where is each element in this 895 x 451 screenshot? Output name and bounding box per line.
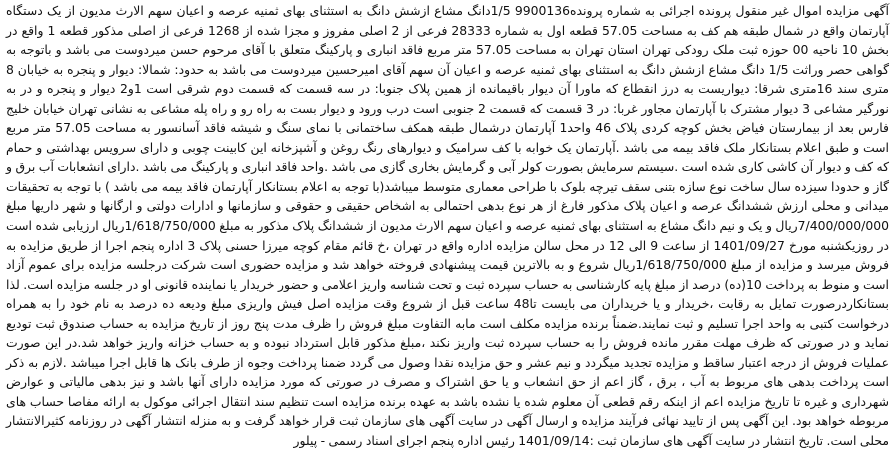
auction-notice-text: آگهی مزایده اموال غیر منقول پرونده اجرائی به شماره پرونده9900136 1/5دانگ مشاع ازشش دانگ به استثنای بهای ثمنیه عرصه و اعیان سهم الارث مدیون از یک دستگاه آپارتمان واقع در شمال طبقه هم کف به مساحت 57.05 قطعه اول به شماره 28333 فرعی از 2 اصلی مفروز و مجزا شده از 1268 فرعی از اصلی مذکور قطعه 1 واقع در بخش 10 ناحیه 00 حوزه ثبت ملک رودکی تهران استان تهران به مساحت 57.05 متر مربع فاقد انباری و پارکینگ متعلق با آقای مرحوم حسن میردوست می باشد و باتوجه به گواهی حصر وراثت 1/5 دانگ مشاع ازشش دانگ به استثنای بهای ثمنیه عرصه و اعیان آن سهم آقای امیرحسین میردوست می باشد به حدود: شمالا: دیوار و پنجره به خیابان 8 متری سند 16متری شرقا: دیواریست به درز انقطاع که ماورا آن دیوار باقیمانده از همین پلاک جنوبا: در سه قسمت که قسمت دوم شرقی است 1و2 دیوار و پنجره و در به نورگیر مشاعی 3 دیوار مشترک با آپارتمان مجاور غربا: در 3 قسمت که قسمت 2 جنوبی است درب ورود و دیوار بست به راه رو و راه پله مشاعی به نشانی تهران خیابان خلیج فارس بعد از بیمارستان فیاض بخش کوچه کردی پلاک 46 واحد1 آپارتمان درشمال طبقه همکف ساختمانی با نمای سنگ و شیشه فاقد آسانسور به مساحت 57.05 متر مربع است و طبق اعلام بستانکار ملک فاقد بیمه می باشد .آپارتمان یک خوابه با کف سرامیک و دیوارهای رنگ روغن و آشپزخانه این کابینت چوبی و دارای سرویس بهداشتی و حمام که کف و دیوار آن کاشی کاری شده است .سیستم سرمایش بصورت کولر آبی و گرمایش بخاری گازی می باشد .واحد فاقد انباری و پارکینگ می باشد .دارای انشعابات آب برق و گاز و حدودا سیزده سال ساخت نوع سازه بتنی سقف تیرچه بلوک با طراحی معماری متوسط میباشد(با توجه به اعلام بستانکار آپارتمان فاقد بیمه می باشد ) با توجه به تحقیقات میدانی و محلی ارزش ششدانگ عرصه و اعیان پلاک مذکور فارغ از هر نوع بدهی احتمالی به اشخاص حقیقی و حقوقی و سازمانها و ادارات دولتی و ارگانها و شهر داریها مبلغ 7/400/000/000ریال و یک و نیم دانگ مشاع به استثنای بهای ثمنیه عرصه و اعیان سهم الارث مدیون از ششدانگ پلاک مذکور به مبلغ 1/618/750/000ریال ارزیابی شده است در روزیکشنبه مورخ 1401/09/27 از ساعت 9 الی 12 در محل سالن مزایده اداره واقع در تهران ،خ قائم مقام کوچه میرزا حسنی پلاک 3 اداره پنجم اجرا از طریق مزایده به فروش میرسد و مزایده از مبلغ 1/618/750/000ریال شروع و به بالاترین قیمت پیشنهادی فروخته خواهد شد و مزایده حضوری است شرکت درجلسه مزایده برای عموم آزاد است و منوط به پرداخت 10(ده) درصد از مبلغ پایه کارشناسی به حساب سپرده ثبت و تحت شناسه واریز اعلامی و حضور خریدار یا نماینده قانونی او در جلسه مزایده است. لذا بستانکاردرصورت تمایل به رقابت ،خریدار و یا خریداران می بایست تا48 ساعت قبل از شروع وقت مزایده اصل فیش واریزی مبلغ ودیعه ده درصد به نام خود را به همراه درخواست کتبی به واحد اجرا تسلیم و ثبت نمایند.ضمناً برنده مزایده مکلف است مابه التفاوت مبلغ فروش را ظرف مدت پنج روز از تاریخ مزایده به حساب صندوق ثبت تودیع نماید و در صورتی که ظرف مهلت مقرر مانده فروش را به حساب سپرده ثبت واریز نکند ،مبلغ مذکور قابل استرداد نبوده و به حساب خزانه واریز خواهد شد.در این صورت عملیات فروش از درجه اعتبار ساقط و مزایده تجدید میگردد و نیم عشر و حق مزایده نقدا وصول می گردد ضمنا پرداخت وجوه از طرف بانک ها قابل اجرا میباشد .لازم به ذکر است پرداخت بدهی های مربوط به آب ، برق ، گاز اعم از حق انشعاب و یا حق اشتراک و مصرف در صورتی که مورد مزایده دارای آنها باشد و نیز بدهی مالیاتی و عوارض شهرداری و غیره تا تاریخ مزایده اعم از اینکه رقم قطعی آن معلوم شده یا نشده باشد به عهده برنده مزایده است تنظیم سند انتقال اجرائی موکول به ارائه مفاصا حساب های مربوطه خواهد بود. این آگهی پس از تایید نهائی فرآیند مزایده و ارسال آگهی در سایت آگهی های سازمان ثبت قرار خواهد گرفت و به منزله انتشار آگهی در روزنامه کثیرالانتشار محلی است. تاریخ انتشار در سایت آگهی های سازمان ثبت :1401/09/14 رئیس اداره پنجم اجرای اسناد رسمی - پیلور [6,3,890,449]
